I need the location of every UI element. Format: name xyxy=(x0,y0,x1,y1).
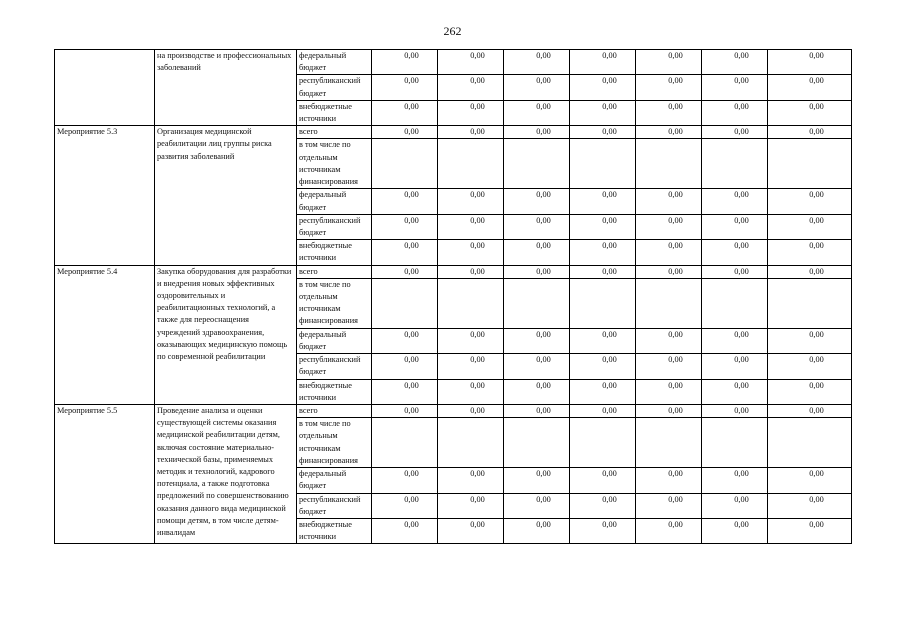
amount-cell: 0,00 xyxy=(768,405,852,418)
amount-cell xyxy=(768,278,852,328)
funding-source: в том числе по отдельным источникам финансирования xyxy=(297,139,372,189)
amount-cell xyxy=(372,418,438,468)
amount-cell: 0,00 xyxy=(702,214,768,239)
amount-cell: 0,00 xyxy=(768,519,852,544)
amount-cell xyxy=(504,418,570,468)
amount-cell: 0,00 xyxy=(372,328,438,353)
amount-cell: 0,00 xyxy=(504,126,570,139)
amount-cell: 0,00 xyxy=(636,189,702,214)
amount-cell: 0,00 xyxy=(636,126,702,139)
amount-cell: 0,00 xyxy=(372,379,438,404)
funding-source: федеральный бюджет xyxy=(297,50,372,75)
funding-source: федеральный бюджет xyxy=(297,468,372,493)
amount-cell: 0,00 xyxy=(372,493,438,518)
amount-cell: 0,00 xyxy=(702,240,768,265)
amount-cell xyxy=(504,278,570,328)
amount-cell: 0,00 xyxy=(504,50,570,75)
amount-cell: 0,00 xyxy=(768,75,852,100)
funding-source: республиканский бюджет xyxy=(297,493,372,518)
amount-cell: 0,00 xyxy=(636,100,702,125)
funding-source: всего xyxy=(297,265,372,278)
amount-cell: 0,00 xyxy=(438,519,504,544)
table-row xyxy=(55,50,852,75)
amount-cell: 0,00 xyxy=(768,468,852,493)
amount-cell: 0,00 xyxy=(636,519,702,544)
amount-cell: 0,00 xyxy=(570,214,636,239)
amount-cell: 0,00 xyxy=(372,75,438,100)
amount-cell: 0,00 xyxy=(372,405,438,418)
amount-cell: 0,00 xyxy=(768,100,852,125)
amount-cell: 0,00 xyxy=(768,126,852,139)
amount-cell: 0,00 xyxy=(636,468,702,493)
amount-cell xyxy=(570,139,636,189)
amount-cell: 0,00 xyxy=(438,493,504,518)
amount-cell: 0,00 xyxy=(504,493,570,518)
amount-cell xyxy=(372,278,438,328)
funding-source: республиканский бюджет xyxy=(297,75,372,100)
amount-cell: 0,00 xyxy=(768,189,852,214)
amount-cell: 0,00 xyxy=(636,354,702,379)
measure-code xyxy=(55,50,155,126)
amount-cell: 0,00 xyxy=(768,493,852,518)
table-row xyxy=(55,405,852,418)
amount-cell xyxy=(702,278,768,328)
amount-cell: 0,00 xyxy=(570,240,636,265)
amount-cell: 0,00 xyxy=(702,265,768,278)
amount-cell: 0,00 xyxy=(438,468,504,493)
amount-cell: 0,00 xyxy=(438,328,504,353)
amount-cell: 0,00 xyxy=(438,214,504,239)
amount-cell xyxy=(570,418,636,468)
amount-cell xyxy=(438,278,504,328)
amount-cell: 0,00 xyxy=(504,75,570,100)
amount-cell xyxy=(636,139,702,189)
funding-source: в том числе по отдельным источникам финансирования xyxy=(297,278,372,328)
amount-cell: 0,00 xyxy=(636,75,702,100)
amount-cell: 0,00 xyxy=(702,100,768,125)
measure-code: Мероприятие 5.5 xyxy=(55,405,155,544)
funding-source: федеральный бюджет xyxy=(297,328,372,353)
amount-cell: 0,00 xyxy=(504,379,570,404)
amount-cell: 0,00 xyxy=(702,493,768,518)
amount-cell: 0,00 xyxy=(636,214,702,239)
amount-cell: 0,00 xyxy=(636,50,702,75)
funding-source: внебюджетные источники xyxy=(297,519,372,544)
amount-cell: 0,00 xyxy=(702,75,768,100)
amount-cell: 0,00 xyxy=(438,75,504,100)
amount-cell: 0,00 xyxy=(636,328,702,353)
amount-cell: 0,00 xyxy=(636,379,702,404)
amount-cell: 0,00 xyxy=(438,354,504,379)
amount-cell: 0,00 xyxy=(372,100,438,125)
amount-cell xyxy=(702,418,768,468)
funding-source: в том числе по отдельным источникам финансирования xyxy=(297,418,372,468)
amount-cell: 0,00 xyxy=(636,405,702,418)
amount-cell: 0,00 xyxy=(768,379,852,404)
amount-cell: 0,00 xyxy=(702,519,768,544)
amount-cell: 0,00 xyxy=(636,493,702,518)
amount-cell: 0,00 xyxy=(702,189,768,214)
amount-cell: 0,00 xyxy=(702,126,768,139)
amount-cell: 0,00 xyxy=(570,126,636,139)
amount-cell: 0,00 xyxy=(702,468,768,493)
amount-cell: 0,00 xyxy=(570,519,636,544)
amount-cell: 0,00 xyxy=(438,100,504,125)
amount-cell: 0,00 xyxy=(372,265,438,278)
amount-cell: 0,00 xyxy=(570,328,636,353)
amount-cell xyxy=(702,139,768,189)
amount-cell: 0,00 xyxy=(438,240,504,265)
amount-cell: 0,00 xyxy=(570,75,636,100)
amount-cell: 0,00 xyxy=(570,468,636,493)
amount-cell xyxy=(504,139,570,189)
amount-cell xyxy=(768,418,852,468)
amount-cell: 0,00 xyxy=(570,493,636,518)
amount-cell: 0,00 xyxy=(768,354,852,379)
amount-cell: 0,00 xyxy=(570,379,636,404)
amount-cell: 0,00 xyxy=(570,405,636,418)
amount-cell: 0,00 xyxy=(768,50,852,75)
funding-source: всего xyxy=(297,126,372,139)
amount-cell xyxy=(636,418,702,468)
amount-cell: 0,00 xyxy=(768,240,852,265)
funding-source: внебюджетные источники xyxy=(297,240,372,265)
financing-table xyxy=(54,49,852,544)
amount-cell: 0,00 xyxy=(504,265,570,278)
amount-cell: 0,00 xyxy=(372,189,438,214)
amount-cell: 0,00 xyxy=(504,100,570,125)
funding-source: республиканский бюджет xyxy=(297,354,372,379)
measure-title: Организация медицинской реабилитации лиц группы риска развития заболеваний xyxy=(155,126,297,265)
amount-cell: 0,00 xyxy=(702,354,768,379)
amount-cell: 0,00 xyxy=(438,189,504,214)
amount-cell: 0,00 xyxy=(570,100,636,125)
amount-cell: 0,00 xyxy=(570,50,636,75)
amount-cell: 0,00 xyxy=(372,354,438,379)
amount-cell: 0,00 xyxy=(570,189,636,214)
amount-cell: 0,00 xyxy=(438,379,504,404)
measure-code: Мероприятие 5.4 xyxy=(55,265,155,404)
amount-cell: 0,00 xyxy=(372,50,438,75)
amount-cell xyxy=(570,278,636,328)
amount-cell: 0,00 xyxy=(636,265,702,278)
amount-cell: 0,00 xyxy=(504,240,570,265)
amount-cell: 0,00 xyxy=(570,265,636,278)
amount-cell: 0,00 xyxy=(702,379,768,404)
table-row xyxy=(55,265,852,278)
amount-cell: 0,00 xyxy=(438,126,504,139)
amount-cell: 0,00 xyxy=(702,405,768,418)
amount-cell: 0,00 xyxy=(372,214,438,239)
funding-source: федеральный бюджет xyxy=(297,189,372,214)
amount-cell xyxy=(636,278,702,328)
funding-source: республиканский бюджет xyxy=(297,214,372,239)
amount-cell: 0,00 xyxy=(504,354,570,379)
funding-source: внебюджетные источники xyxy=(297,100,372,125)
page-number: 262 xyxy=(443,24,462,38)
amount-cell: 0,00 xyxy=(768,328,852,353)
amount-cell xyxy=(768,139,852,189)
amount-cell: 0,00 xyxy=(504,468,570,493)
measure-title: Проведение анализа и оценки существующей системы оказания медицинской реабилитации детям, включая состояние материально-технической базы, применяемых методик и технологий, кадрового потенциала, а также подготовка предложений по совершенствованию оказания данного вида медицинской помощи детям, в том числе детям-инвалидам xyxy=(155,405,297,544)
table-row xyxy=(55,126,852,139)
amount-cell: 0,00 xyxy=(636,240,702,265)
amount-cell: 0,00 xyxy=(504,189,570,214)
measure-title: на производстве и профессиональных заболеваний xyxy=(155,50,297,126)
amount-cell: 0,00 xyxy=(504,214,570,239)
amount-cell: 0,00 xyxy=(702,328,768,353)
amount-cell xyxy=(438,139,504,189)
funding-source: внебюджетные источники xyxy=(297,379,372,404)
amount-cell: 0,00 xyxy=(372,519,438,544)
amount-cell: 0,00 xyxy=(438,265,504,278)
amount-cell: 0,00 xyxy=(372,240,438,265)
amount-cell: 0,00 xyxy=(570,354,636,379)
measure-title: Закупка оборудования для разработки и внедрения новых эффективных оздоровительных и реабилитационных технологий, а также для переоснащения учреждений здравоохранения, оказывающих медицинскую помощь по современной реабилитации xyxy=(155,265,297,404)
amount-cell: 0,00 xyxy=(768,214,852,239)
amount-cell: 0,00 xyxy=(438,405,504,418)
amount-cell: 0,00 xyxy=(372,468,438,493)
amount-cell xyxy=(438,418,504,468)
amount-cell: 0,00 xyxy=(504,405,570,418)
amount-cell: 0,00 xyxy=(438,50,504,75)
amount-cell: 0,00 xyxy=(702,50,768,75)
funding-source: всего xyxy=(297,405,372,418)
amount-cell xyxy=(372,139,438,189)
amount-cell: 0,00 xyxy=(768,265,852,278)
amount-cell: 0,00 xyxy=(504,328,570,353)
amount-cell: 0,00 xyxy=(504,519,570,544)
amount-cell: 0,00 xyxy=(372,126,438,139)
measure-code: Мероприятие 5.3 xyxy=(55,126,155,265)
